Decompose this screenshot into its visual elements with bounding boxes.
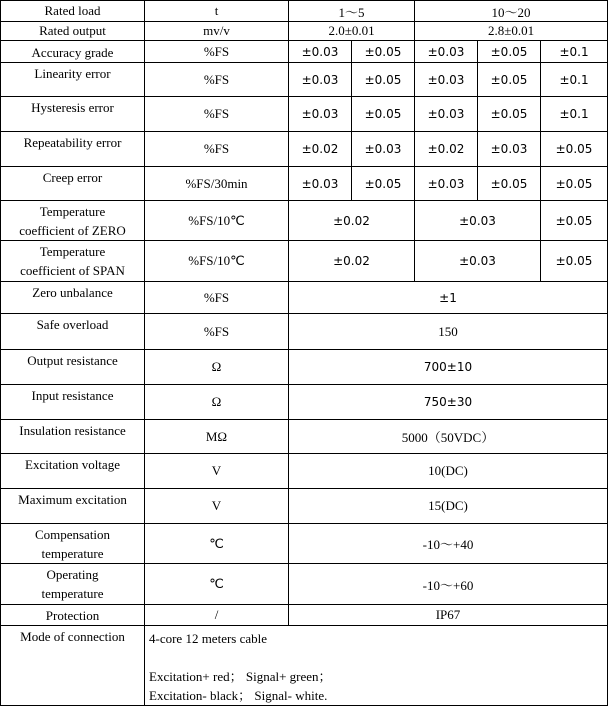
connection-details bbox=[145, 626, 608, 706]
repeatability-value-1: ±0.02 bbox=[289, 132, 352, 167]
accuracy-value-2: ±0.05 bbox=[352, 41, 415, 63]
compensation-temp-value: -10～+40 bbox=[289, 524, 608, 564]
hysteresis-value-4: ±0.05 bbox=[478, 97, 541, 132]
row-excitation-voltage bbox=[1, 454, 608, 489]
accuracy-value-4: ±0.05 bbox=[478, 41, 541, 63]
row-accuracy-grade bbox=[1, 41, 608, 63]
temp-span-value-a: ±0.02 bbox=[289, 241, 415, 282]
protection-value: IP67 bbox=[289, 605, 608, 626]
row-temp-coefficient-zero bbox=[1, 201, 608, 241]
temp-span-unit: %FS/10℃ bbox=[145, 241, 289, 282]
row-repeatability-error bbox=[1, 132, 608, 167]
accuracy-value-3: ±0.03 bbox=[415, 41, 478, 63]
temp-zero-label-line2: coefficient of ZERO bbox=[19, 223, 126, 238]
excitation-voltage-value: 10(DC) bbox=[289, 454, 608, 489]
excitation-voltage-label: Excitation voltage bbox=[1, 454, 145, 489]
creep-value-1: ±0.03 bbox=[289, 167, 352, 201]
operating-temp-unit: ℃ bbox=[145, 564, 289, 605]
temp-span-value-c: ±0.05 bbox=[541, 241, 608, 282]
connection-wiring-line-1: Excitation+ red； Signal+ green； bbox=[149, 669, 332, 684]
max-excitation-unit: V bbox=[145, 489, 289, 524]
row-rated-output bbox=[1, 22, 608, 41]
repeatability-unit: %FS bbox=[145, 132, 289, 167]
input-resistance-unit: Ω bbox=[145, 385, 289, 420]
temp-zero-value-b: ±0.03 bbox=[415, 201, 541, 241]
compensation-temp-label-line2: temperature bbox=[41, 546, 104, 561]
creep-label: Creep error bbox=[1, 167, 145, 201]
accuracy-value-1: ±0.03 bbox=[289, 41, 352, 63]
zero-unbalance-label: Zero unbalance bbox=[1, 282, 145, 314]
creep-value-2: ±0.05 bbox=[352, 167, 415, 201]
operating-temp-label-line2: temperature bbox=[41, 586, 104, 601]
accuracy-unit: %FS bbox=[145, 41, 289, 63]
row-input-resistance bbox=[1, 385, 608, 420]
zero-unbalance-value: ±1 bbox=[289, 282, 608, 314]
safe-overload-unit: %FS bbox=[145, 314, 289, 350]
temp-zero-label bbox=[1, 201, 145, 241]
repeatability-label: Repeatability error bbox=[1, 132, 145, 167]
rated-load-range-2: 10～20 bbox=[415, 1, 608, 22]
linearity-value-5: ±0.1 bbox=[541, 63, 608, 97]
compensation-temp-label-line1: Compensation bbox=[34, 527, 111, 542]
row-safe-overload bbox=[1, 314, 608, 350]
output-resistance-unit: Ω bbox=[145, 350, 289, 385]
linearity-label: Linearity error bbox=[1, 63, 145, 97]
zero-unbalance-unit: %FS bbox=[145, 282, 289, 314]
protection-unit: / bbox=[145, 605, 289, 626]
hysteresis-unit: %FS bbox=[145, 97, 289, 132]
temp-span-label-line2: coefficient of SPAN bbox=[20, 263, 125, 278]
input-resistance-label: Input resistance bbox=[1, 385, 145, 420]
temp-zero-unit: %FS/10℃ bbox=[145, 201, 289, 241]
temp-zero-value-a: ±0.02 bbox=[289, 201, 415, 241]
temp-zero-label-line1: Temperature bbox=[39, 204, 106, 219]
repeatability-value-3: ±0.02 bbox=[415, 132, 478, 167]
connection-wiring-line-2: Excitation- black； Signal- white. bbox=[149, 688, 328, 703]
creep-value-5: ±0.05 bbox=[541, 167, 608, 201]
protection-label: Protection bbox=[1, 605, 145, 626]
row-insulation-resistance bbox=[1, 420, 608, 454]
compensation-temp-label bbox=[1, 524, 145, 564]
rated-load-range-1: 1～5 bbox=[289, 1, 415, 22]
row-protection bbox=[1, 605, 608, 626]
accuracy-label: Accuracy grade bbox=[1, 41, 145, 63]
safe-overload-value: 150 bbox=[289, 314, 608, 350]
creep-value-4: ±0.05 bbox=[478, 167, 541, 201]
excitation-voltage-unit: V bbox=[145, 454, 289, 489]
linearity-value-1: ±0.03 bbox=[289, 63, 352, 97]
hysteresis-label: Hysteresis error bbox=[1, 97, 145, 132]
temp-span-value-b: ±0.03 bbox=[415, 241, 541, 282]
connection-spacer bbox=[149, 648, 603, 667]
input-resistance-value: 750±30 bbox=[289, 385, 608, 420]
repeatability-value-2: ±0.03 bbox=[352, 132, 415, 167]
operating-temp-label-line1: Operating bbox=[46, 567, 99, 582]
rated-load-label: Rated load bbox=[1, 1, 145, 22]
repeatability-value-5: ±0.05 bbox=[541, 132, 608, 167]
rated-output-range-1: 2.0±0.01 bbox=[289, 22, 415, 41]
temp-span-label bbox=[1, 241, 145, 282]
creep-unit: %FS/30min bbox=[145, 167, 289, 201]
operating-temp-value: -10～+60 bbox=[289, 564, 608, 605]
row-operating-temperature bbox=[1, 564, 608, 605]
connection-label: Mode of connection bbox=[1, 626, 145, 706]
rated-output-range-2: 2.8±0.01 bbox=[415, 22, 608, 41]
max-excitation-label: Maximum excitation bbox=[1, 489, 145, 524]
insulation-resistance-unit: MΩ bbox=[145, 420, 289, 454]
max-excitation-value: 15(DC) bbox=[289, 489, 608, 524]
hysteresis-value-3: ±0.03 bbox=[415, 97, 478, 132]
hysteresis-value-1: ±0.03 bbox=[289, 97, 352, 132]
row-temp-coefficient-span bbox=[1, 241, 608, 282]
output-resistance-value: 700±10 bbox=[289, 350, 608, 385]
row-mode-of-connection bbox=[1, 626, 608, 706]
linearity-value-4: ±0.05 bbox=[478, 63, 541, 97]
row-output-resistance bbox=[1, 350, 608, 385]
accuracy-value-5: ±0.1 bbox=[541, 41, 608, 63]
operating-temp-label bbox=[1, 564, 145, 605]
linearity-value-2: ±0.05 bbox=[352, 63, 415, 97]
temp-zero-value-c: ±0.05 bbox=[541, 201, 608, 241]
safe-overload-label: Safe overload bbox=[1, 314, 145, 350]
rated-output-label: Rated output bbox=[1, 22, 145, 41]
row-maximum-excitation bbox=[1, 489, 608, 524]
insulation-resistance-value: 5000（50VDC） bbox=[289, 420, 608, 454]
repeatability-value-4: ±0.03 bbox=[478, 132, 541, 167]
row-creep-error bbox=[1, 167, 608, 201]
row-compensation-temperature bbox=[1, 524, 608, 564]
compensation-temp-unit: ℃ bbox=[145, 524, 289, 564]
creep-value-3: ±0.03 bbox=[415, 167, 478, 201]
insulation-resistance-label: Insulation resistance bbox=[1, 420, 145, 454]
rated-output-unit: mv/v bbox=[145, 22, 289, 41]
linearity-unit: %FS bbox=[145, 63, 289, 97]
row-linearity-error bbox=[1, 63, 608, 97]
rated-load-unit: t bbox=[145, 1, 289, 22]
hysteresis-value-5: ±0.1 bbox=[541, 97, 608, 132]
linearity-value-3: ±0.03 bbox=[415, 63, 478, 97]
connection-cable-text: 4-core 12 meters cable bbox=[149, 631, 268, 646]
hysteresis-value-2: ±0.05 bbox=[352, 97, 415, 132]
temp-span-label-line1: Temperature bbox=[39, 244, 106, 259]
row-hysteresis-error bbox=[1, 97, 608, 132]
row-rated-load bbox=[1, 1, 608, 22]
output-resistance-label: Output resistance bbox=[1, 350, 145, 385]
row-zero-unbalance bbox=[1, 282, 608, 314]
